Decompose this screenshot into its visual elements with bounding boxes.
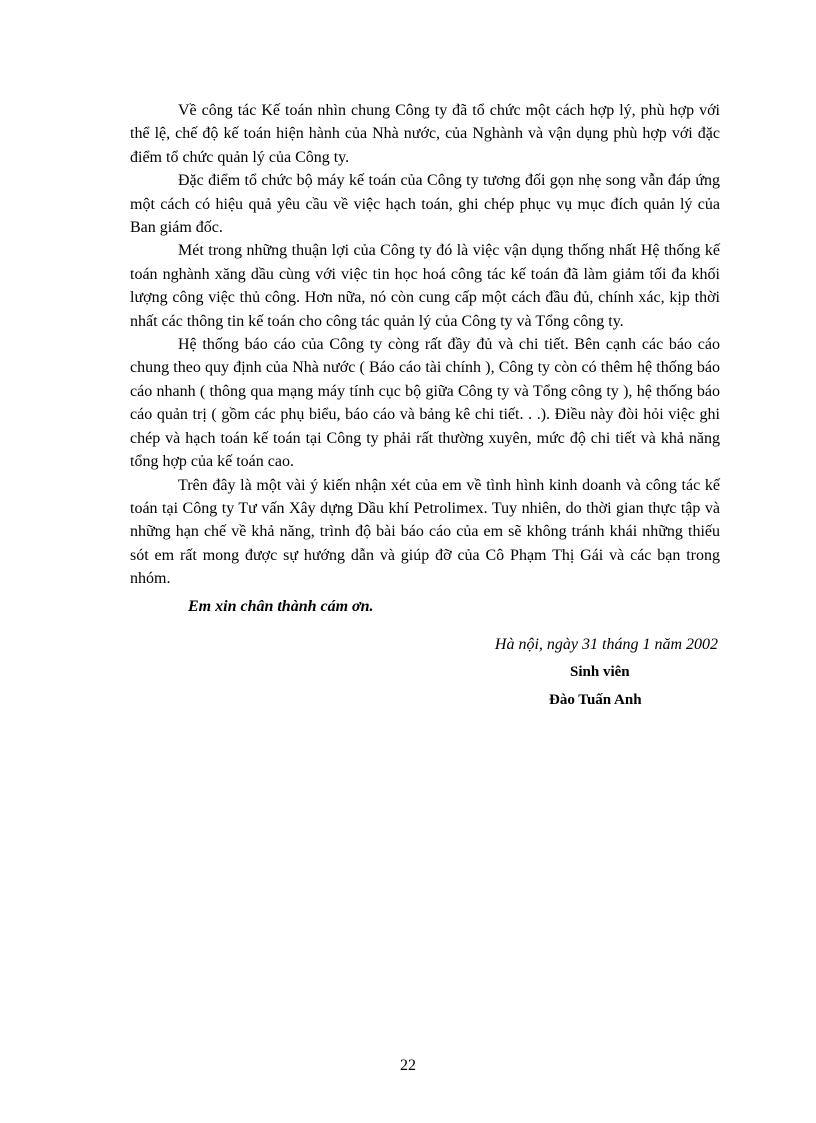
thanks-line: Em xin chân thành cám ơn.	[188, 597, 374, 615]
signature-role: Sinh viên	[570, 664, 630, 680]
paragraph-advantages: Mét trong những thuận lợi của Công ty đó là việc vận dụng thống nhất Hệ thống kế toán nghành xăng dầu cùng với việc tin học hoá công tác kế toán đã làm giảm tối đa khối lượng công việc thủ công. Hơn nữa, nó còn cung cấp một cách đầu đủ, chính xác, kịp thời nhất các thông tin kế toán cho công tác quản lý của Công ty và Tổng công ty.	[130, 242, 720, 330]
body-text	[130, 99, 720, 618]
paragraph-reporting-system: Hệ thống báo cáo của Công ty còng rất đầy đủ và chi tiết. Bên cạnh các báo cáo chung theo quy định của Nhà nước ( Báo cáo tài chính ), Công ty còn có thêm hệ thống báo cáo nhanh ( thông qua mạng máy tính cục bộ giữa Công ty và Tổng công ty ), hệ thống báo cáo quản trị ( gồm các phụ biểu, báo cáo và bảng kê chi tiết. . .). Điều này đòi hỏi việc ghi chép và hạch toán kế toán tại Công ty phải rất thường xuyên, mức độ chi tiết và khả năng tổng hợp của kế toán cao.	[130, 336, 720, 471]
paragraph-accounting-overview: Về công tác Kế toán nhìn chung Công ty đã tổ chức một cách hợp lý, phù hợp với thể lệ, chế độ kế toán hiện hành của Nhà nước, của Nghành và vận dụng phù hợp với đặc điểm tổ chức quản lý của Công ty.	[130, 102, 720, 166]
paragraph-accounting-structure: Đặc điểm tổ chức bộ máy kế toán của Công ty tương đối gọn nhẹ song vẫn đáp ứng một cách có hiệu quả yêu cầu về việc hạch toán, ghi chép phục vụ mục đích quản lý của Ban giám đốc.	[130, 172, 720, 237]
page-number: 22	[400, 1057, 416, 1074]
signature-name: Đào Tuấn Anh	[549, 692, 642, 708]
date-line: Hà nội, ngày 31 tháng 1 năm 2002	[494, 636, 718, 653]
paragraph-conclusion: Trên đây là một vài ý kiến nhận xét của em về tình hình kinh doanh và công tác kế toán tại Công ty Tư vấn Xây dựng Dầu khí Petrolimex. Tuy nhiên, do thời gian thực tập và những hạn chế về khả năng, trình độ bài báo cáo của em sẽ không tránh khái những thiếu sót em rất mong được sự hướng dẫn và giúp đỡ của Cô Phạm Thị Gái và các bạn trong nhóm.	[130, 476, 720, 588]
